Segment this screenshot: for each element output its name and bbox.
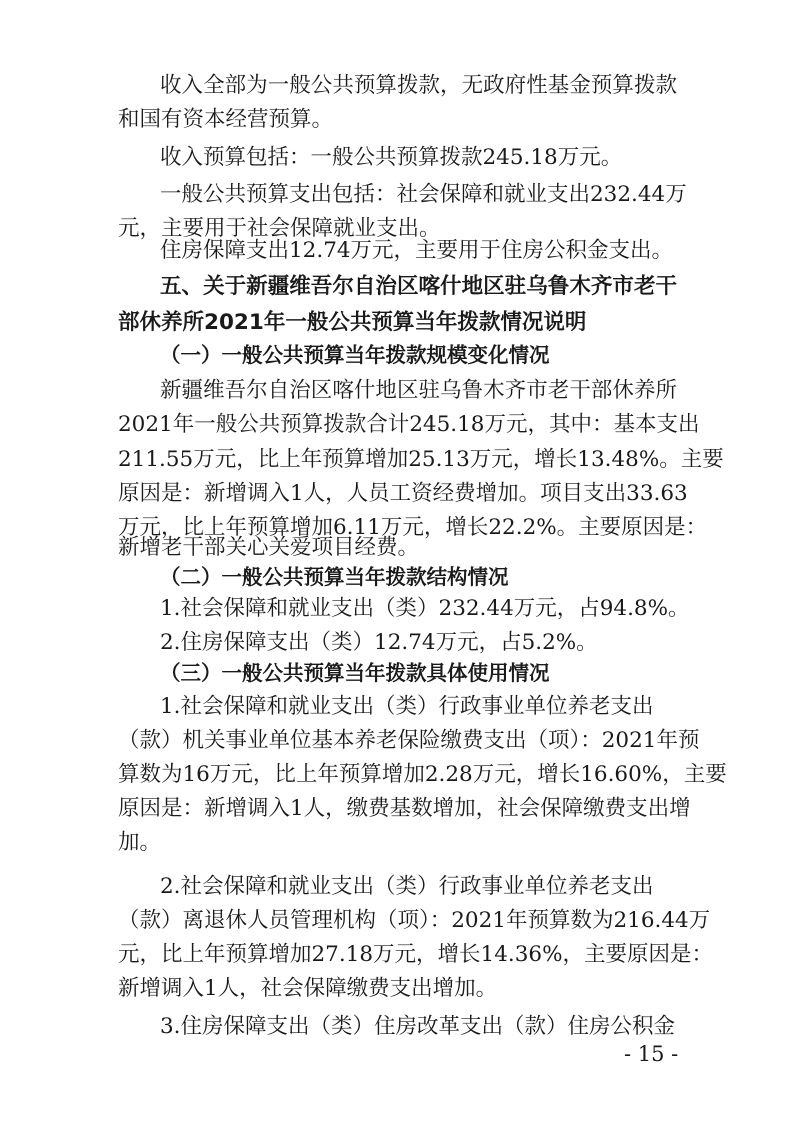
section-heading: 部休养所2021年一般公共预算当年拨款情况说明 [118, 310, 587, 335]
text-line: 原因是：新增调入1人，人员工资经费增加。项目支出33.63 [118, 481, 688, 506]
section-heading: 五、关于新疆维吾尔自治区喀什地区驻乌鲁木齐市老干 [160, 274, 677, 299]
text-line: （款）机关事业单位基本养老保险缴费支出（项）：2021年预 [118, 728, 700, 753]
text-line: 住房保障支出12.74万元，主要用于住房公积金支出。 [160, 238, 674, 263]
text-line: 1.社会保障和就业支出（类）232.44万元，占94.8%。 [160, 596, 690, 621]
text-line: 新增调入1人，社会保障缴费支出增加。 [118, 976, 498, 1001]
subsection-heading: （二）一般公共预算当年拨款结构情况 [160, 565, 509, 589]
text-line: 新增老干部关心关爱项目经费。 [118, 535, 420, 560]
text-line: 收入全部为一般公共预算拨款，无政府性基金预算拨款 [160, 73, 677, 98]
text-line: 万元，比上年预算增加6.11万元，增长22.2%。主要原因是： [118, 515, 708, 540]
text-line: 收入预算包括：一般公共预算拨款245.18万元。 [160, 145, 623, 170]
text-line: （款）离退休人员管理机构（项）：2021年预算数为216.44万 [118, 908, 711, 933]
text-line: 加。 [118, 830, 162, 855]
page-number: - 15 - [624, 1042, 679, 1066]
text-line: 新疆维吾尔自治区喀什地区驻乌鲁木齐市老干部休养所 [160, 378, 677, 403]
subsection-heading: （一）一般公共预算当年拨款规模变化情况 [160, 343, 550, 367]
subsection-heading: （三）一般公共预算当年拨款具体使用情况 [160, 661, 550, 685]
text-line: 原因是：新增调入1人，缴费基数增加，社会保障缴费支出增 [118, 796, 691, 821]
text-line: 2.住房保障支出（类）12.74万元，占5.2%。 [160, 630, 598, 655]
text-line: 2021年一般公共预算拨款合计245.18万元，其中：基本支出 [118, 412, 700, 437]
text-line: 算数为16万元，比上年预算增加2.28万元，增长16.60%，主要 [118, 762, 727, 787]
text-line: 和国有资本经营预算。 [118, 107, 334, 132]
text-line: 元，主要用于社会保障就业支出。 [118, 216, 441, 241]
text-line: 2.社会保障和就业支出（类）行政事业单位养老支出 [160, 874, 654, 899]
text-line: 211.55万元，比上年预算增加25.13万元，增长13.48%。主要 [118, 447, 724, 472]
text-line: 一般公共预算支出包括：社会保障和就业支出232.44万 [160, 182, 687, 207]
text-line: 1.社会保障和就业支出（类）行政事业单位养老支出 [160, 694, 654, 719]
text-line: 3.住房保障支出（类）住房改革支出（款）住房公积金 [160, 1014, 676, 1039]
text-line: 元，比上年预算增加27.18万元，增长14.36%，主要原因是： [118, 942, 714, 967]
